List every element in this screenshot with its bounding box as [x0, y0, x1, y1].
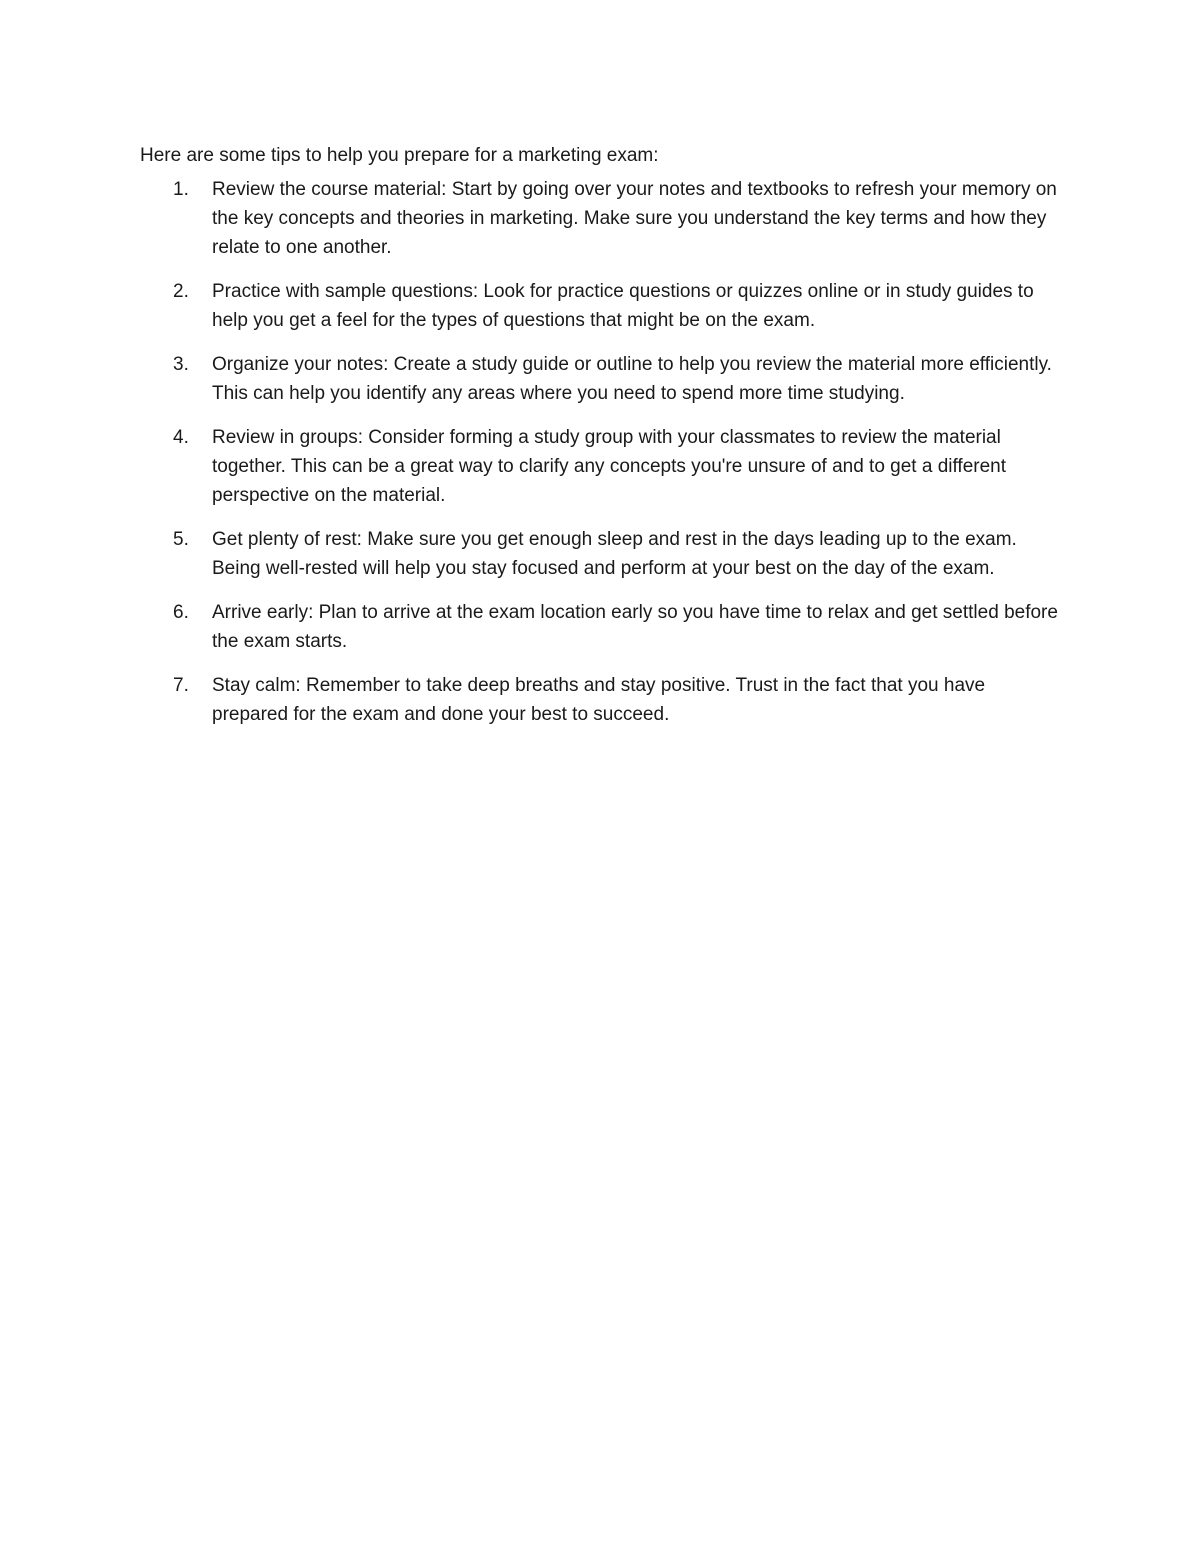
list-item-number: 6.: [173, 602, 189, 623]
list-item-number: 4.: [173, 427, 189, 448]
list-item: [140, 525, 1060, 583]
list-item-text: Get plenty of rest: Make sure you get enough sleep and rest in the days leading up to the exam. Being well-rested will help you stay focused and perform at your best on the day of the exam.: [212, 529, 1017, 579]
list-item-number: 1.: [173, 179, 189, 200]
list-item-number: 7.: [173, 675, 189, 696]
list-item-number: 3.: [173, 354, 189, 375]
list-item: [140, 175, 1060, 262]
list-item-number: 5.: [173, 529, 189, 550]
document-body: [140, 141, 1060, 744]
list-item: [140, 423, 1060, 510]
list-item: [140, 277, 1060, 335]
list-item-text: Organize your notes: Create a study guide or outline to help you review the material more efficiently. This can help you identify any areas where you need to spend more time studying.: [212, 354, 1052, 404]
list-item-text: Review the course material: Start by going over your notes and textbooks to refresh your memory on the key concepts and theories in marketing. Make sure you understand the key terms and how they relate to one another.: [212, 179, 1057, 258]
list-item-text: Practice with sample questions: Look for practice questions or quizzes online or in study guides to help you get a feel for the types of questions that might be on the exam.: [212, 281, 1034, 331]
list-item: [140, 598, 1060, 656]
list-item-number: 2.: [173, 281, 189, 302]
intro-paragraph: Here are some tips to help you prepare for a marketing exam:: [140, 145, 659, 166]
tips-list: [140, 175, 1060, 729]
list-item: [140, 350, 1060, 408]
list-item-text: Arrive early: Plan to arrive at the exam location early so you have time to relax and get settled before the exam starts.: [212, 602, 1058, 652]
list-item: [140, 671, 1060, 729]
list-item-text: Review in groups: Consider forming a study group with your classmates to review the material together. This can be a great way to clarify any concepts you're unsure of and to get a different perspective on the material.: [212, 427, 1007, 506]
list-item-text: Stay calm: Remember to take deep breaths and stay positive. Trust in the fact that you have prepared for the exam and done your best to succeed.: [212, 675, 986, 725]
